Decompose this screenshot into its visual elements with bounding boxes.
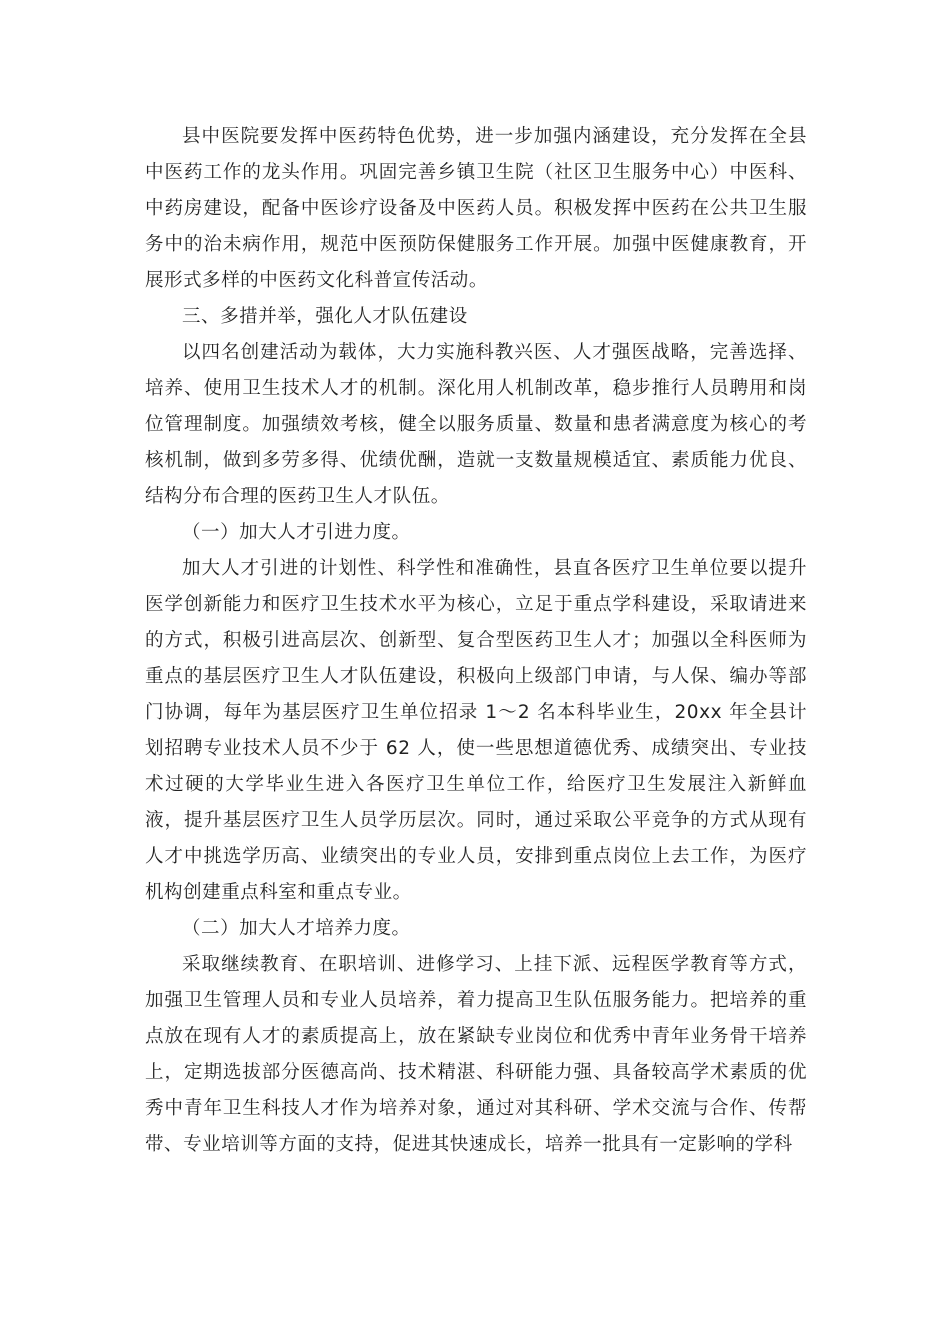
paragraph-talent-introduction: 加大人才引进的计划性、科学性和准确性，县直各医疗卫生单位要以提升医学创新能力和医疗卫生技术水平为核心，立足于重点学科建设，采取请进来的方式，积极引进高层次、创新型、复合型医药卫生人才；加强以全科医师为重点的基层医疗卫生人才队伍建设，积极向上级部门申请，与人保、编办等部门协调，每年为基层医疗卫生单位招录 1～2 名本科毕业生，20xx 年全县计划招聘专业技术人员不少于 62 人，使一些思想道德优秀、成绩突出、专业技术过硬的大学毕业生进入各医疗卫生单位工作，给医疗卫生发展注入新鲜血液，提升基层医疗卫生人员学历层次。同时，通过采取公平竞争的方式从现有人才中挑选学历高、业绩突出的专业人员，安排到重点岗位上去工作，为医疗机构创建重点科室和重点专业。	[145, 558, 807, 903]
paragraph-talent-training: 采取继续教育、在职培训、进修学习、上挂下派、远程医学教育等方式，加强卫生管理人员和专业人员培养，着力提高卫生队伍服务能力。把培养的重点放在现有人才的素质提高上，放在紧缺专业岗位和优秀中青年业务骨干培养上，定期选拔部分医德高尚、技术精湛、科研能力强、具备较高学术素质的优秀中青年卫生科技人才作为培养对象，通过对其科研、学术交流与合作、传帮带、专业培训等方面的支持，促进其快速成长，培养一批具有一定影响的学科	[145, 954, 807, 1155]
subheading-talent-training: （二）加大人才培养力度。	[182, 918, 411, 939]
paragraph-talent-strategy: 以四名创建活动为载体，大力实施科教兴医、人才强医战略，完善选择、培养、使用卫生技术人才的机制。深化用人机制改革，稳步推行人员聘用和岗位管理制度。加强绩效考核，健全以服务质量、数量和患者满意度为核心的考核机制，做到多劳多得、优绩优酬，造就一支数量规模适宜、素质能力优良、结构分布合理的医药卫生人才队伍。	[145, 342, 807, 507]
document-body	[145, 119, 807, 1163]
subheading-talent-introduction: （一）加大人才引进力度。	[182, 522, 411, 543]
section-heading-talent-team: 三、多措并举，强化人才队伍建设	[182, 306, 468, 327]
paragraph-tcm-hospital: 县中医院要发挥中医药特色优势，进一步加强内涵建设，充分发挥在全县中医药工作的龙头作用。巩固完善乡镇卫生院（社区卫生服务中心）中医科、中药房建设，配备中医诊疗设备及中医药人员。积极发挥中医药在公共卫生服务中的治未病作用，规范中医预防保健服务工作开展。加强中医健康教育，开展形式多样的中医药文化科普宣传活动。	[145, 126, 807, 291]
